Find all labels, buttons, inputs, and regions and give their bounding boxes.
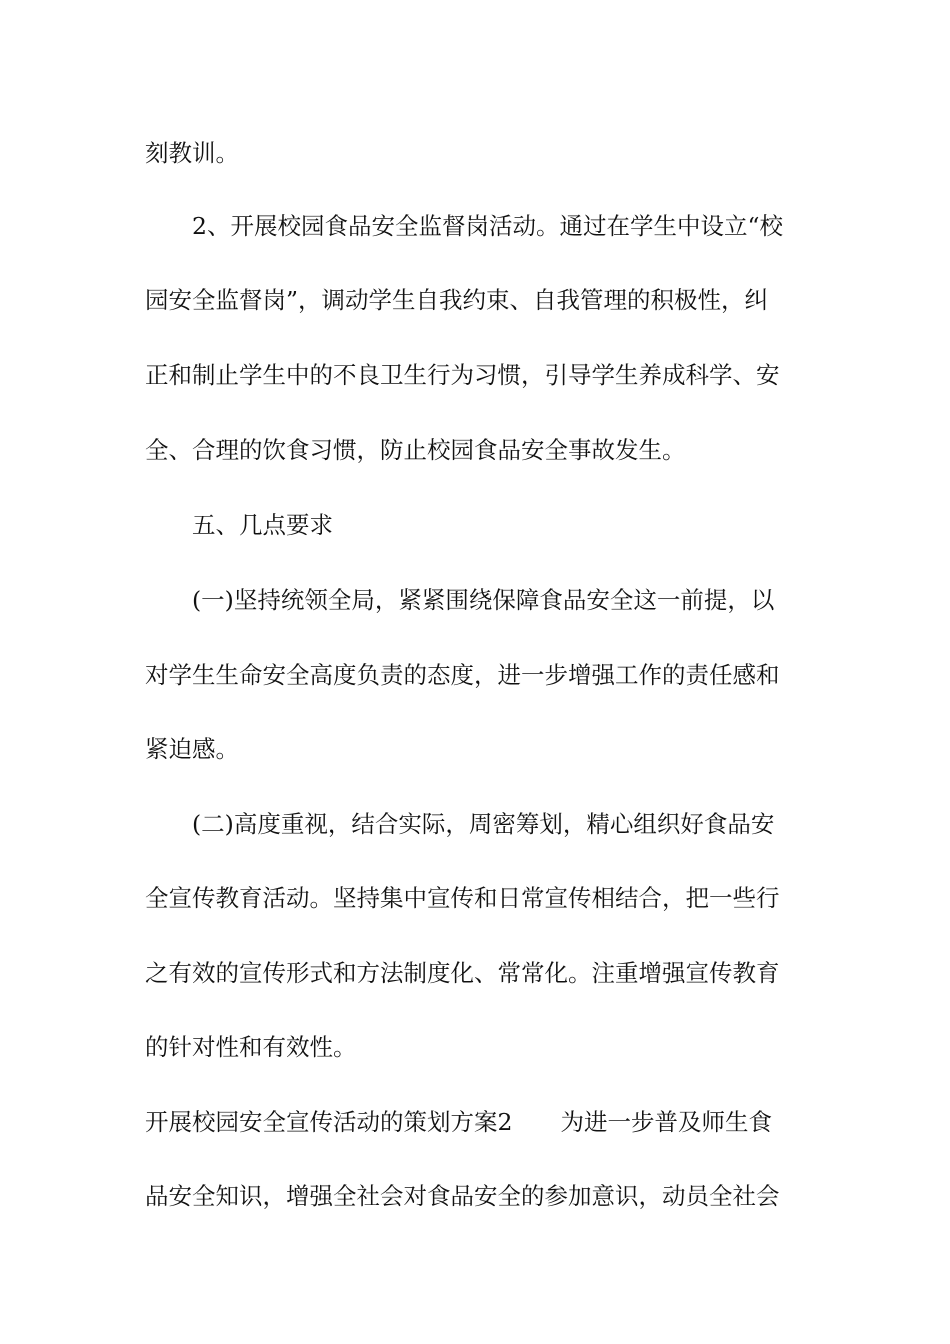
text-line: 园安全监督岗”，调动学生自我约束、自我管理的积极性，纠 [145,286,769,314]
paragraph-start: (一)坚持统领全局，紧紧围绕保障食品安全这一前提，以 [192,586,775,614]
text-line: 品安全知识，增强全社会对食品安全的参加意识，动员全社会 [145,1182,780,1210]
text-line: 刻教训。 [145,139,239,167]
text-line: 之有效的宣传形式和方法制度化、常常化。注重增强宣传教育 [145,959,780,987]
text-line: 的针对性和有效性。 [145,1033,357,1061]
section-heading: 五、几点要求 [192,511,333,539]
paragraph-start: (二)高度重视，结合实际，周密筹划，精心组织好食品安 [192,810,775,838]
paragraph-start: 2、开展校园食品安全监督岗活动。通过在学生中设立“校 [192,212,783,240]
section-title-line [145,1102,810,1142]
text-line: 紧迫感。 [145,735,239,763]
text-line: 全、合理的饮食习惯，防止校园食品安全事故发生。 [145,436,686,464]
text-line: 全宣传教育活动。坚持集中宣传和日常宣传相结合，把一些行 [145,884,780,912]
section-lead: 为进一步普及师生食 [560,1108,772,1136]
section-title: 开展校园安全宣传活动的策划方案2 [145,1108,513,1136]
text-line: 正和制止学生中的不良卫生行为习惯，引导学生养成科学、安 [145,361,780,389]
text-line: 对学生生命安全高度负责的态度，进一步增强工作的责任感和 [145,661,780,689]
